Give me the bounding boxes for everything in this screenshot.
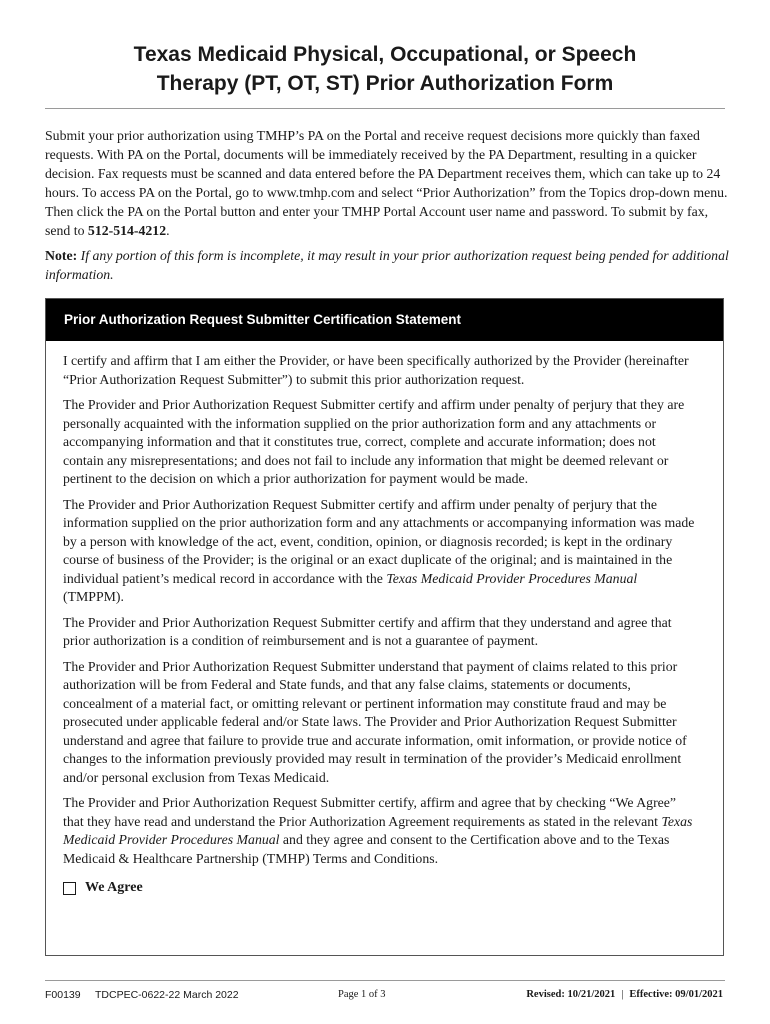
revised-date: Revised: 10/21/2021 [526,989,616,1000]
fax-number: 512-514-4212 [87,223,167,238]
intro-text: Submit your prior authorization using TMHP’s PA on the Portal and receive request decisions more quickly than faxed requests. With PA on the Portal, documents will be immediately received by the PA Department, resulting in a quicker decision. Fax requests must be scanned and data entered before the PA Department receives them, which can take up to 24 hours. To access PA on the Portal, go to www.tmhp.com and select “Prior Authorization” from the Topics drop-down menu. Then click the PA on the Portal button and enter your TMHP Portal Account user name and password. To submit by fax, send to [45,128,728,238]
we-agree-label: We Agree [85,880,143,895]
para3-text: The Provider and Prior Authorization Request Submitter certify and affirm under penalty of perjury that the information supplied on the prior authorization form and any attachments or accompanying information was made by a person with knowledge of the act, event, condition, opinion, or diagnosis recorded; is kept in the ordinary course of business of the Provider; is the original or an exact duplicate of the original; and is maintained in the individual patient’s medical record in accordance with the [63,496,695,586]
note-label: Note: [45,248,78,263]
intro-end: . [166,223,170,238]
form-title-line1: Texas Medicaid Physical, Occupational, or Speech [133,43,637,66]
certification-body [46,341,723,896]
page-number: Page 1 of 3 [338,989,386,1000]
certification-paragraph-3 [63,496,697,607]
form-title-line2: Therapy (PT, OT, ST) Prior Authorization Form [156,72,614,95]
footer-divider [45,980,725,981]
title-divider [45,108,725,109]
note-paragraph [45,246,729,284]
certification-paragraph-1: I certify and affirm that I am either the Provider, or have been specifically authorized by the Provider (hereinafter “Prior Authorization Request Submitter”) to submit this prior authorization request. [63,353,689,387]
para3-end: (TMPPM). [63,589,124,604]
date-separator: | [621,989,624,1000]
certification-paragraph-4: The Provider and Prior Authorization Request Submitter certify and affirm that they understand and agree that prior authorization is a condition of reimbursement and is not a guarantee of payment. [63,614,672,648]
effective-date: Effective: 09/01/2021 [629,989,723,1000]
certification-paragraph-2: The Provider and Prior Authorization Request Submitter certify and affirm under penalty of perjury that they are personally acquainted with the information supplied on the prior authorization form and any attachments or accompanying information and that it constitutes true, correct, complete and accurate information; does not contain any misrepresentations; and does not fail to include any information that might be deemed relevant or pertinent to the decision on which a prior authorization for payment would be made. [63,397,685,486]
form-title [0,40,770,98]
revision-dates [526,988,723,1002]
intro-paragraph [45,126,729,240]
form-code: TDCPEC-0622-22 March 2022 [95,989,239,1001]
note-text: If any portion of this form is incomplete, it may result in your prior authorization request being pended for additional information. [45,248,729,282]
certification-paragraph-5: The Provider and Prior Authorization Request Submitter understand that payment of claims related to this prior authorization will be from Federal and State funds, and that any false claims, statements or documents, concealment of a material fact, or omitting relevant or pertinent information may constitute fraud and may be prosecuted under applicable federal and/or State laws. The Provider and Prior Authorization Request Submitter understand and agree that failure to provide true and accurate information, omit information, or provide notice of changes to the information previously provided may result in termination of the provider’s Medicaid enrollment and/or personal exclusion from Texas Medicaid. [63,658,687,785]
certification-paragraph-6 [63,794,697,868]
para3-manual-title: Texas Medicaid Provider Procedures Manual [386,570,638,586]
certification-panel [45,298,724,956]
page-footer [45,988,725,1002]
form-id: F00139 [45,989,81,1001]
we-agree-checkbox[interactable] [63,882,76,895]
para6-text: The Provider and Prior Authorization Request Submitter certify, affirm and agree that by checking “We Agree” that they have read and understand the Prior Authorization Agreement requirements as stated in the relevant [63,795,677,829]
para6-end: and they agree and consent to the Certification above and to the Texas Medicaid & Healthcare Partnership (TMHP) Terms and Conditions. [63,832,670,866]
certification-header: Prior Authorization Request Submitter Certification Statement [46,299,723,341]
we-agree-option[interactable] [63,880,697,896]
para6-manual-title: Texas Medicaid Provider Procedures Manual [63,813,693,847]
